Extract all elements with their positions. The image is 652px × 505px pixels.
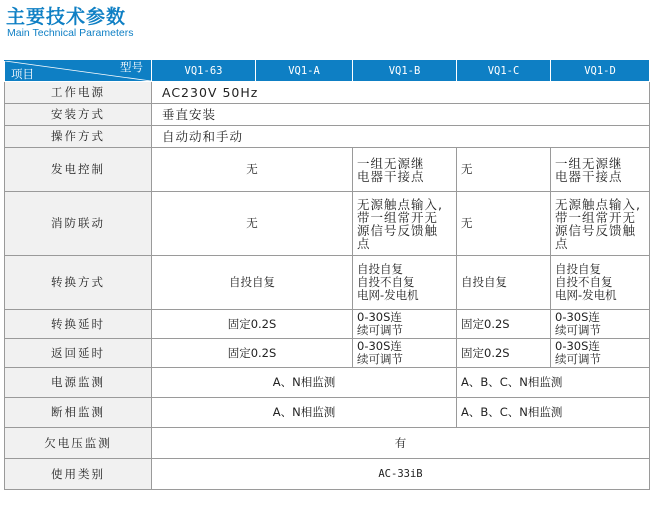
model-header: VQ1-D — [551, 61, 650, 82]
cell-value: 自投自复 自投不自复 电网-发电机 — [353, 256, 457, 310]
cell-value: 无 — [152, 148, 353, 192]
cell-value: 自投自复 — [152, 256, 353, 310]
table-row — [5, 82, 650, 104]
table-row — [5, 192, 650, 256]
row-label: 消防联动 — [5, 192, 152, 256]
cell-value: 固定0.2S — [152, 339, 353, 368]
cell-value: 0-30S连 续可调节 — [353, 339, 457, 368]
cell-value: 一组无源继 电器干接点 — [353, 148, 457, 192]
corner-cell — [5, 61, 152, 82]
row-label: 安装方式 — [5, 104, 152, 126]
table-row — [5, 339, 650, 368]
cell-value: A、N相监测 — [152, 368, 457, 398]
model-header: VQ1-C — [457, 61, 551, 82]
cell-value: 无源触点输入, 带一组常开无 源信号反馈触 点 — [353, 192, 457, 256]
row-label: 发电控制 — [5, 148, 152, 192]
cell-value: 固定0.2S — [457, 339, 551, 368]
row-label: 工作电源 — [5, 82, 152, 104]
row-label: 断相监测 — [5, 398, 152, 428]
cell-value: A、B、C、N相监测 — [457, 398, 650, 428]
model-header-label: 型号 — [120, 60, 143, 74]
table-row — [5, 256, 650, 310]
table-header-row — [5, 61, 650, 82]
cell-value: 自投自复 自投不自复 电网-发电机 — [551, 256, 650, 310]
spec-table — [4, 60, 650, 490]
row-label: 使用类别 — [5, 459, 152, 490]
table-row — [5, 148, 650, 192]
cell-value: 无 — [457, 192, 551, 256]
cell-value: 有 — [152, 428, 650, 459]
cell-value: 0-30S连 续可调节 — [353, 310, 457, 339]
cell-value: 无 — [152, 192, 353, 256]
row-label: 转换方式 — [5, 256, 152, 310]
item-header-label: 项目 — [11, 67, 34, 81]
cell-value: 无源触点输入, 带一组常开无 源信号反馈触 点 — [551, 192, 650, 256]
row-label: 转换延时 — [5, 310, 152, 339]
cell-value: 0-30S连 续可调节 — [551, 310, 650, 339]
cell-value: A、B、C、N相监测 — [457, 368, 650, 398]
table-row — [5, 459, 650, 490]
model-header: VQ1-B — [353, 61, 457, 82]
page-title: 主要技术参数 — [6, 6, 127, 28]
cell-value: 一组无源继 电器干接点 — [551, 148, 650, 192]
model-header: VQ1-63 — [152, 61, 256, 82]
model-header: VQ1-A — [256, 61, 353, 82]
cell-value: 无 — [457, 148, 551, 192]
cell-value: 固定0.2S — [152, 310, 353, 339]
cell-value: 自动动和手动 — [152, 126, 650, 148]
cell-value: AC-33iB — [152, 459, 650, 490]
cell-value: 固定0.2S — [457, 310, 551, 339]
cell-value: 垂直安装 — [152, 104, 650, 126]
table-row — [5, 398, 650, 428]
cell-value: 0-30S连 续可调节 — [551, 339, 650, 368]
row-label: 欠电压监测 — [5, 428, 152, 459]
row-label: 电源监测 — [5, 368, 152, 398]
cell-value: AC230V 50Hz — [152, 82, 650, 104]
row-label: 操作方式 — [5, 126, 152, 148]
table-row — [5, 428, 650, 459]
table-row — [5, 368, 650, 398]
table-row — [5, 104, 650, 126]
table-row — [5, 310, 650, 339]
cell-value: A、N相监测 — [152, 398, 457, 428]
row-label: 返回延时 — [5, 339, 152, 368]
page-subtitle: Main Technical Parameters — [7, 27, 134, 39]
cell-value: 自投自复 — [457, 256, 551, 310]
table-row — [5, 126, 650, 148]
